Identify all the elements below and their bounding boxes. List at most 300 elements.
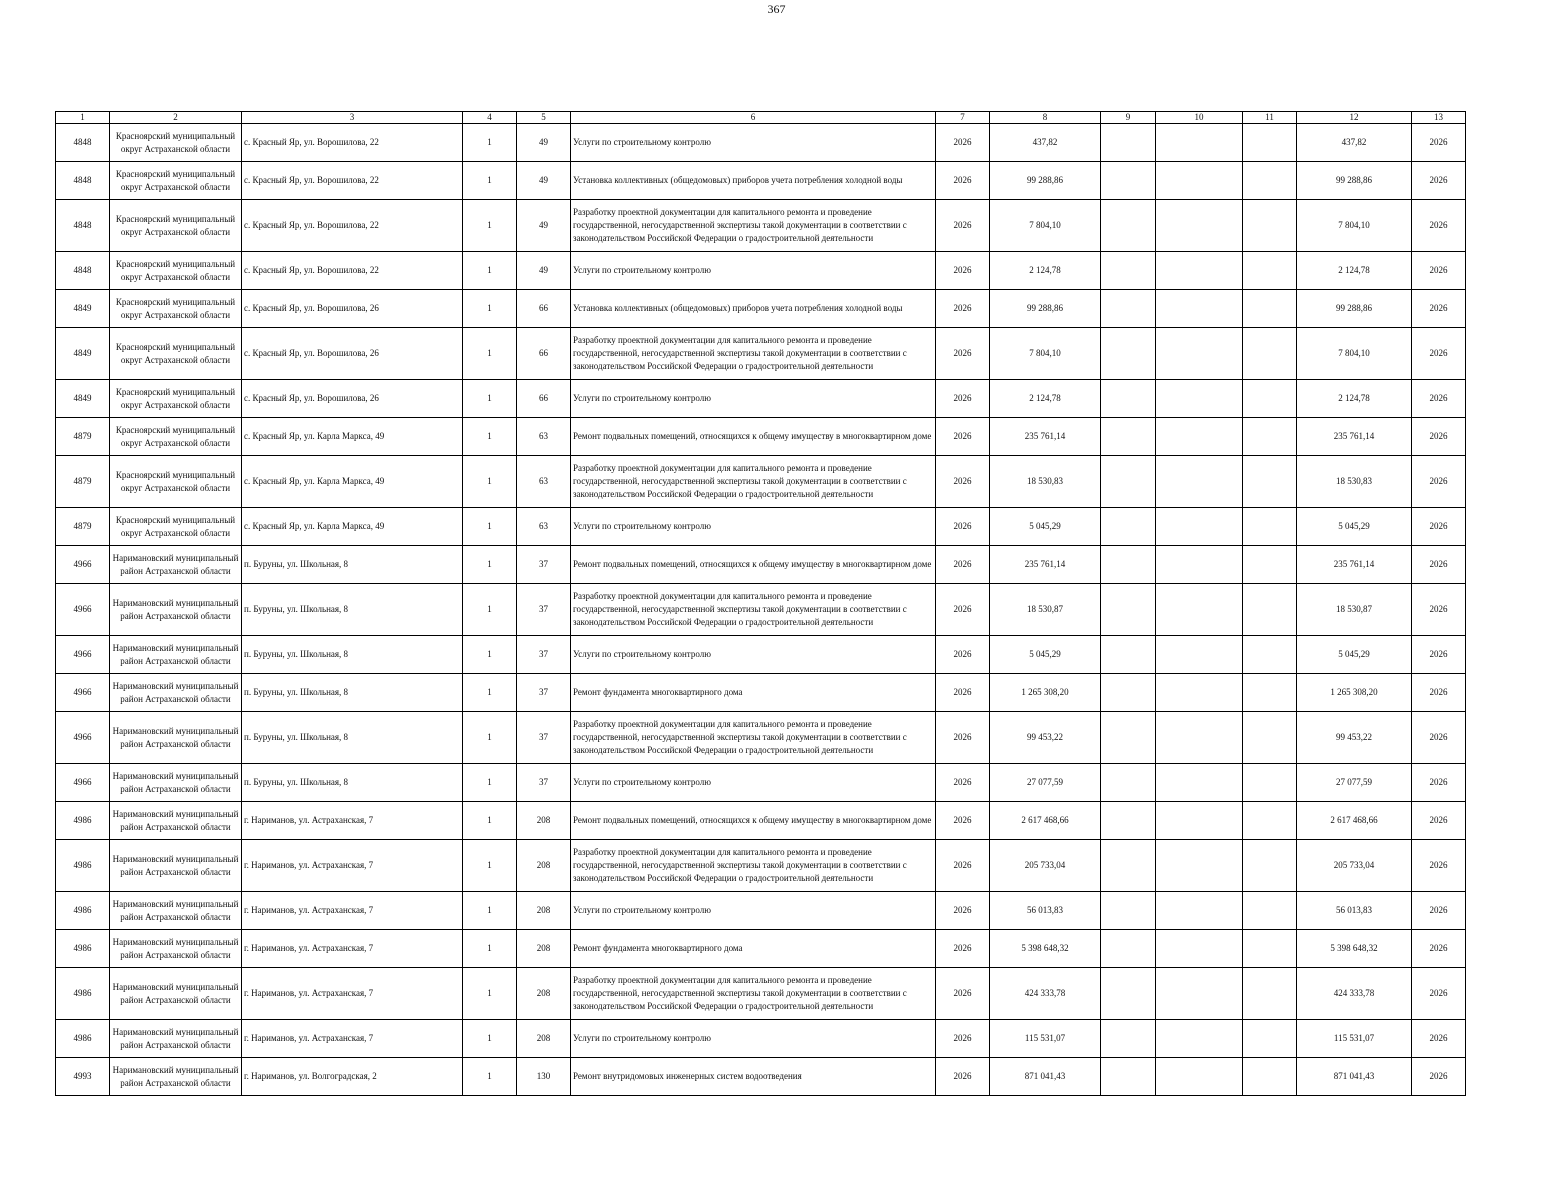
column-number-row <box>56 112 1466 124</box>
cell-col10 <box>1156 418 1243 456</box>
cell-col4: 1 <box>463 968 517 1020</box>
cell-work-type: Разработку проектной документации для капитального ремонта и проведение государственной, негосударственной экспертизы такой документации в соответствии с законодательством Российской Федерации о градостроительной деятельности <box>571 840 936 892</box>
cell-object-id: 4986 <box>56 930 110 968</box>
cell-cost: 2 124,78 <box>990 252 1101 290</box>
cell-col10 <box>1156 380 1243 418</box>
cell-col9 <box>1101 380 1156 418</box>
cell-col11 <box>1243 674 1297 712</box>
cell-col13: 2026 <box>1412 418 1466 456</box>
column-header: 8 <box>990 112 1101 124</box>
cell-address: с. Красный Яр, ул. Карла Маркса, 49 <box>242 508 463 546</box>
cell-col13: 2026 <box>1412 802 1466 840</box>
cell-col13: 2026 <box>1412 1020 1466 1058</box>
cell-col5: 49 <box>517 124 571 162</box>
cell-col13: 2026 <box>1412 252 1466 290</box>
cell-cost: 18 530,83 <box>990 456 1101 508</box>
cell-year: 2026 <box>936 546 990 584</box>
cell-year: 2026 <box>936 456 990 508</box>
cell-col11 <box>1243 802 1297 840</box>
cell-address: п. Буруны, ул. Школьная, 8 <box>242 674 463 712</box>
table-row <box>56 124 1466 162</box>
cell-cost: 99 288,86 <box>990 162 1101 200</box>
cell-address: г. Нариманов, ул. Волгоградская, 2 <box>242 1058 463 1096</box>
cell-col5: 66 <box>517 328 571 380</box>
cell-col10 <box>1156 712 1243 764</box>
cell-col11 <box>1243 380 1297 418</box>
cell-col5: 208 <box>517 892 571 930</box>
cell-object-id: 4849 <box>56 290 110 328</box>
cell-cost: 2 617 468,66 <box>990 802 1101 840</box>
cell-cost: 56 013,83 <box>990 892 1101 930</box>
cell-address: с. Красный Яр, ул. Ворошилова, 22 <box>242 124 463 162</box>
cell-col9 <box>1101 930 1156 968</box>
cell-col13: 2026 <box>1412 968 1466 1020</box>
cell-work-type: Разработку проектной документации для капитального ремонта и проведение государственной, негосударственной экспертизы такой документации в соответствии с законодательством Российской Федерации о градостроительной деятельности <box>571 584 936 636</box>
cell-address: п. Буруны, ул. Школьная, 8 <box>242 764 463 802</box>
table-row <box>56 508 1466 546</box>
column-header: 9 <box>1101 112 1156 124</box>
cell-col5: 37 <box>517 712 571 764</box>
cell-municipality: Красноярский муниципальный округ Астраханской области <box>110 162 242 200</box>
capital-repair-table <box>55 111 1466 1096</box>
cell-col4: 1 <box>463 162 517 200</box>
cell-cost: 5 045,29 <box>990 636 1101 674</box>
cell-col4: 1 <box>463 584 517 636</box>
cell-col9 <box>1101 418 1156 456</box>
cell-work-type: Услуги по строительному контролю <box>571 1020 936 1058</box>
cell-cost: 99 288,86 <box>990 290 1101 328</box>
cell-col11 <box>1243 1020 1297 1058</box>
cell-object-id: 4966 <box>56 674 110 712</box>
cell-year: 2026 <box>936 840 990 892</box>
column-header: 5 <box>517 112 571 124</box>
cell-address: с. Красный Яр, ул. Ворошилова, 22 <box>242 252 463 290</box>
cell-work-type: Услуги по строительному контролю <box>571 636 936 674</box>
cell-col5: 37 <box>517 546 571 584</box>
cell-col10 <box>1156 290 1243 328</box>
cell-address: п. Буруны, ул. Школьная, 8 <box>242 546 463 584</box>
cell-cost: 437,82 <box>990 124 1101 162</box>
cell-municipality: Красноярский муниципальный округ Астраханской области <box>110 290 242 328</box>
cell-object-id: 4849 <box>56 380 110 418</box>
cell-address: с. Красный Яр, ул. Карла Маркса, 49 <box>242 456 463 508</box>
cell-cost: 99 453,22 <box>990 712 1101 764</box>
cell-municipality: Красноярский муниципальный округ Астраханской области <box>110 380 242 418</box>
column-header: 7 <box>936 112 990 124</box>
cell-col4: 1 <box>463 124 517 162</box>
cell-cost-total: 99 288,86 <box>1297 162 1412 200</box>
cell-cost: 871 041,43 <box>990 1058 1101 1096</box>
cell-col13: 2026 <box>1412 764 1466 802</box>
cell-year: 2026 <box>936 328 990 380</box>
column-header: 12 <box>1297 112 1412 124</box>
cell-cost: 424 333,78 <box>990 968 1101 1020</box>
cell-col11 <box>1243 1058 1297 1096</box>
cell-col13: 2026 <box>1412 584 1466 636</box>
table-row <box>56 380 1466 418</box>
cell-col11 <box>1243 968 1297 1020</box>
cell-col9 <box>1101 712 1156 764</box>
table-row <box>56 968 1466 1020</box>
page-number: 367 <box>767 2 786 16</box>
cell-cost-total: 871 041,43 <box>1297 1058 1412 1096</box>
cell-cost-total: 7 804,10 <box>1297 200 1412 252</box>
cell-col13: 2026 <box>1412 380 1466 418</box>
cell-work-type: Ремонт подвальных помещений, относящихся к общему имуществу в многоквартирном доме <box>571 546 936 584</box>
cell-col9 <box>1101 584 1156 636</box>
cell-address: с. Красный Яр, ул. Ворошилова, 22 <box>242 162 463 200</box>
cell-year: 2026 <box>936 162 990 200</box>
column-header: 13 <box>1412 112 1466 124</box>
table-row <box>56 328 1466 380</box>
cell-col5: 37 <box>517 764 571 802</box>
cell-cost-total: 18 530,83 <box>1297 456 1412 508</box>
cell-col11 <box>1243 584 1297 636</box>
cell-address: с. Красный Яр, ул. Карла Маркса, 49 <box>242 418 463 456</box>
cell-year: 2026 <box>936 290 990 328</box>
cell-col13: 2026 <box>1412 674 1466 712</box>
cell-municipality: Красноярский муниципальный округ Астраханской области <box>110 124 242 162</box>
cell-col13: 2026 <box>1412 124 1466 162</box>
cell-col10 <box>1156 674 1243 712</box>
cell-year: 2026 <box>936 802 990 840</box>
cell-col10 <box>1156 252 1243 290</box>
cell-col11 <box>1243 252 1297 290</box>
cell-col11 <box>1243 200 1297 252</box>
cell-col5: 66 <box>517 380 571 418</box>
table-row <box>56 584 1466 636</box>
cell-col4: 1 <box>463 508 517 546</box>
cell-col10 <box>1156 200 1243 252</box>
cell-address: г. Нариманов, ул. Астраханская, 7 <box>242 802 463 840</box>
cell-work-type: Услуги по строительному контролю <box>571 892 936 930</box>
cell-col5: 208 <box>517 968 571 1020</box>
column-header: 3 <box>242 112 463 124</box>
cell-col10 <box>1156 456 1243 508</box>
cell-col10 <box>1156 546 1243 584</box>
cell-col9 <box>1101 252 1156 290</box>
cell-municipality: Наримановский муниципальный район Астраханской области <box>110 764 242 802</box>
cell-col13: 2026 <box>1412 456 1466 508</box>
cell-work-type: Ремонт подвальных помещений, относящихся к общему имуществу в многоквартирном доме <box>571 418 936 456</box>
cell-municipality: Наримановский муниципальный район Астраханской области <box>110 968 242 1020</box>
cell-work-type: Разработку проектной документации для капитального ремонта и проведение государственной, негосударственной экспертизы такой документации в соответствии с законодательством Российской Федерации о градостроительной деятельности <box>571 968 936 1020</box>
cell-col10 <box>1156 930 1243 968</box>
cell-col9 <box>1101 546 1156 584</box>
cell-object-id: 4966 <box>56 546 110 584</box>
cell-municipality: Наримановский муниципальный район Астраханской области <box>110 712 242 764</box>
cell-cost-total: 235 761,14 <box>1297 546 1412 584</box>
cell-work-type: Ремонт фундамента многоквартирного дома <box>571 674 936 712</box>
cell-col4: 1 <box>463 546 517 584</box>
cell-col10 <box>1156 124 1243 162</box>
cell-col9 <box>1101 124 1156 162</box>
cell-col9 <box>1101 200 1156 252</box>
cell-col13: 2026 <box>1412 546 1466 584</box>
cell-col9 <box>1101 456 1156 508</box>
cell-col11 <box>1243 764 1297 802</box>
cell-address: с. Красный Яр, ул. Ворошилова, 26 <box>242 380 463 418</box>
cell-col10 <box>1156 1058 1243 1096</box>
cell-col10 <box>1156 584 1243 636</box>
cell-col13: 2026 <box>1412 200 1466 252</box>
cell-work-type: Разработку проектной документации для капитального ремонта и проведение государственной, негосударственной экспертизы такой документации в соответствии с законодательством Российской Федерации о градостроительной деятельности <box>571 712 936 764</box>
table-row <box>56 930 1466 968</box>
cell-col5: 66 <box>517 290 571 328</box>
cell-year: 2026 <box>936 200 990 252</box>
cell-col4: 1 <box>463 456 517 508</box>
cell-col9 <box>1101 1020 1156 1058</box>
cell-col5: 37 <box>517 584 571 636</box>
cell-year: 2026 <box>936 636 990 674</box>
cell-col5: 208 <box>517 930 571 968</box>
cell-col4: 1 <box>463 328 517 380</box>
cell-col11 <box>1243 840 1297 892</box>
table-row <box>56 252 1466 290</box>
column-header: 2 <box>110 112 242 124</box>
cell-col4: 1 <box>463 764 517 802</box>
cell-col9 <box>1101 674 1156 712</box>
cell-work-type: Разработку проектной документации для капитального ремонта и проведение государственной, негосударственной экспертизы такой документации в соответствии с законодательством Российской Федерации о градостроительной деятельности <box>571 456 936 508</box>
cell-work-type: Услуги по строительному контролю <box>571 124 936 162</box>
cell-year: 2026 <box>936 712 990 764</box>
cell-col9 <box>1101 892 1156 930</box>
cell-year: 2026 <box>936 968 990 1020</box>
cell-cost: 205 733,04 <box>990 840 1101 892</box>
cell-col4: 1 <box>463 1058 517 1096</box>
cell-year: 2026 <box>936 508 990 546</box>
cell-work-type: Услуги по строительному контролю <box>571 764 936 802</box>
cell-col4: 1 <box>463 418 517 456</box>
cell-municipality: Красноярский муниципальный округ Астраханской области <box>110 508 242 546</box>
cell-col10 <box>1156 968 1243 1020</box>
cell-col4: 1 <box>463 892 517 930</box>
table-row <box>56 546 1466 584</box>
cell-municipality: Красноярский муниципальный округ Астраханской области <box>110 418 242 456</box>
cell-municipality: Наримановский муниципальный район Астраханской области <box>110 930 242 968</box>
cell-col13: 2026 <box>1412 892 1466 930</box>
table-row <box>56 764 1466 802</box>
cell-col13: 2026 <box>1412 840 1466 892</box>
column-header: 11 <box>1243 112 1297 124</box>
cell-address: п. Буруны, ул. Школьная, 8 <box>242 636 463 674</box>
cell-object-id: 4848 <box>56 124 110 162</box>
cell-col10 <box>1156 892 1243 930</box>
cell-cost-total: 5 398 648,32 <box>1297 930 1412 968</box>
cell-work-type: Установка коллективных (общедомовых) приборов учета потребления холодной воды <box>571 290 936 328</box>
cell-col13: 2026 <box>1412 162 1466 200</box>
cell-object-id: 4966 <box>56 712 110 764</box>
cell-work-type: Услуги по строительному контролю <box>571 252 936 290</box>
cell-year: 2026 <box>936 584 990 636</box>
cell-object-id: 4986 <box>56 892 110 930</box>
cell-municipality: Красноярский муниципальный округ Астраханской области <box>110 252 242 290</box>
cell-col5: 37 <box>517 674 571 712</box>
cell-col9 <box>1101 802 1156 840</box>
cell-cost-total: 56 013,83 <box>1297 892 1412 930</box>
cell-cost-total: 5 045,29 <box>1297 508 1412 546</box>
cell-address: с. Красный Яр, ул. Ворошилова, 22 <box>242 200 463 252</box>
cell-address: г. Нариманов, ул. Астраханская, 7 <box>242 930 463 968</box>
cell-cost: 5 398 648,32 <box>990 930 1101 968</box>
cell-work-type: Услуги по строительному контролю <box>571 508 936 546</box>
cell-col11 <box>1243 546 1297 584</box>
cell-col9 <box>1101 840 1156 892</box>
cell-col5: 208 <box>517 840 571 892</box>
cell-col13: 2026 <box>1412 328 1466 380</box>
cell-col4: 1 <box>463 380 517 418</box>
cell-object-id: 4986 <box>56 968 110 1020</box>
cell-col13: 2026 <box>1412 508 1466 546</box>
cell-object-id: 4879 <box>56 418 110 456</box>
cell-work-type: Разработку проектной документации для капитального ремонта и проведение государственной, негосударственной экспертизы такой документации в соответствии с законодательством Российской Федерации о градостроительной деятельности <box>571 200 936 252</box>
table-row <box>56 636 1466 674</box>
cell-address: г. Нариманов, ул. Астраханская, 7 <box>242 892 463 930</box>
cell-col11 <box>1243 712 1297 764</box>
cell-col13: 2026 <box>1412 636 1466 674</box>
table-row <box>56 162 1466 200</box>
table-row <box>56 1058 1466 1096</box>
cell-address: г. Нариманов, ул. Астраханская, 7 <box>242 840 463 892</box>
cell-col5: 63 <box>517 418 571 456</box>
cell-cost-total: 115 531,07 <box>1297 1020 1412 1058</box>
cell-cost: 5 045,29 <box>990 508 1101 546</box>
cell-col11 <box>1243 418 1297 456</box>
cell-col13: 2026 <box>1412 930 1466 968</box>
cell-col5: 63 <box>517 456 571 508</box>
cell-cost: 7 804,10 <box>990 200 1101 252</box>
cell-col11 <box>1243 456 1297 508</box>
cell-object-id: 4848 <box>56 200 110 252</box>
table-row <box>56 674 1466 712</box>
cell-municipality: Красноярский муниципальный округ Астраханской области <box>110 328 242 380</box>
cell-cost: 115 531,07 <box>990 1020 1101 1058</box>
cell-cost: 7 804,10 <box>990 328 1101 380</box>
table-row <box>56 1020 1466 1058</box>
cell-col10 <box>1156 162 1243 200</box>
cell-municipality: Наримановский муниципальный район Астраханской области <box>110 1058 242 1096</box>
cell-object-id: 4966 <box>56 764 110 802</box>
cell-cost-total: 437,82 <box>1297 124 1412 162</box>
cell-col9 <box>1101 162 1156 200</box>
cell-cost-total: 235 761,14 <box>1297 418 1412 456</box>
cell-col5: 49 <box>517 252 571 290</box>
cell-year: 2026 <box>936 892 990 930</box>
column-header: 4 <box>463 112 517 124</box>
cell-address: г. Нариманов, ул. Астраханская, 7 <box>242 1020 463 1058</box>
cell-work-type: Ремонт внутридомовых инженерных систем водоотведения <box>571 1058 936 1096</box>
table-row <box>56 456 1466 508</box>
cell-col13: 2026 <box>1412 712 1466 764</box>
cell-year: 2026 <box>936 1058 990 1096</box>
table-row <box>56 712 1466 764</box>
table-row <box>56 200 1466 252</box>
cell-col5: 49 <box>517 200 571 252</box>
cell-col10 <box>1156 764 1243 802</box>
cell-cost: 18 530,87 <box>990 584 1101 636</box>
cell-cost-total: 7 804,10 <box>1297 328 1412 380</box>
cell-work-type: Ремонт фундамента многоквартирного дома <box>571 930 936 968</box>
cell-col9 <box>1101 636 1156 674</box>
cell-work-type: Установка коллективных (общедомовых) приборов учета потребления холодной воды <box>571 162 936 200</box>
cell-municipality: Красноярский муниципальный округ Астраханской области <box>110 456 242 508</box>
cell-col4: 1 <box>463 802 517 840</box>
cell-year: 2026 <box>936 252 990 290</box>
cell-col10 <box>1156 840 1243 892</box>
cell-col4: 1 <box>463 840 517 892</box>
table-row <box>56 290 1466 328</box>
cell-col11 <box>1243 162 1297 200</box>
cell-object-id: 4879 <box>56 456 110 508</box>
cell-address: г. Нариманов, ул. Астраханская, 7 <box>242 968 463 1020</box>
cell-object-id: 4986 <box>56 802 110 840</box>
cell-col4: 1 <box>463 636 517 674</box>
cell-address: с. Красный Яр, ул. Ворошилова, 26 <box>242 290 463 328</box>
cell-col9 <box>1101 508 1156 546</box>
cell-cost-total: 424 333,78 <box>1297 968 1412 1020</box>
cell-object-id: 4986 <box>56 1020 110 1058</box>
cell-cost-total: 27 077,59 <box>1297 764 1412 802</box>
cell-cost-total: 18 530,87 <box>1297 584 1412 636</box>
cell-year: 2026 <box>936 930 990 968</box>
cell-col4: 1 <box>463 674 517 712</box>
table-row <box>56 418 1466 456</box>
cell-work-type: Услуги по строительному контролю <box>571 380 936 418</box>
cell-object-id: 4848 <box>56 252 110 290</box>
cell-col9 <box>1101 290 1156 328</box>
cell-municipality: Наримановский муниципальный район Астраханской области <box>110 546 242 584</box>
cell-col9 <box>1101 1058 1156 1096</box>
cell-cost-total: 99 288,86 <box>1297 290 1412 328</box>
cell-municipality: Наримановский муниципальный район Астраханской области <box>110 892 242 930</box>
cell-col11 <box>1243 636 1297 674</box>
table-row <box>56 840 1466 892</box>
cell-col4: 1 <box>463 930 517 968</box>
cell-municipality: Наримановский муниципальный район Астраханской области <box>110 674 242 712</box>
cell-col10 <box>1156 508 1243 546</box>
cell-col11 <box>1243 124 1297 162</box>
cell-col10 <box>1156 1020 1243 1058</box>
cell-municipality: Красноярский муниципальный округ Астраханской области <box>110 200 242 252</box>
cell-col11 <box>1243 930 1297 968</box>
cell-col5: 130 <box>517 1058 571 1096</box>
cell-col13: 2026 <box>1412 290 1466 328</box>
cell-municipality: Наримановский муниципальный район Астраханской области <box>110 584 242 636</box>
cell-col5: 208 <box>517 802 571 840</box>
column-header: 6 <box>571 112 936 124</box>
cell-col5: 37 <box>517 636 571 674</box>
cell-work-type: Разработку проектной документации для капитального ремонта и проведение государственной, негосударственной экспертизы такой документации в соответствии с законодательством Российской Федерации о градостроительной деятельности <box>571 328 936 380</box>
cell-address: п. Буруны, ул. Школьная, 8 <box>242 584 463 636</box>
cell-col4: 1 <box>463 200 517 252</box>
cell-col4: 1 <box>463 712 517 764</box>
cell-col4: 1 <box>463 290 517 328</box>
cell-cost-total: 1 265 308,20 <box>1297 674 1412 712</box>
cell-year: 2026 <box>936 674 990 712</box>
cell-year: 2026 <box>936 380 990 418</box>
cell-cost-total: 2 124,78 <box>1297 252 1412 290</box>
cell-object-id: 4966 <box>56 584 110 636</box>
cell-col10 <box>1156 802 1243 840</box>
cell-object-id: 4848 <box>56 162 110 200</box>
cell-cost: 1 265 308,20 <box>990 674 1101 712</box>
cell-cost-total: 2 124,78 <box>1297 380 1412 418</box>
cell-col9 <box>1101 764 1156 802</box>
cell-cost: 2 124,78 <box>990 380 1101 418</box>
table-row <box>56 802 1466 840</box>
cell-municipality: Наримановский муниципальный район Астраханской области <box>110 636 242 674</box>
cell-municipality: Наримановский муниципальный район Астраханской области <box>110 802 242 840</box>
